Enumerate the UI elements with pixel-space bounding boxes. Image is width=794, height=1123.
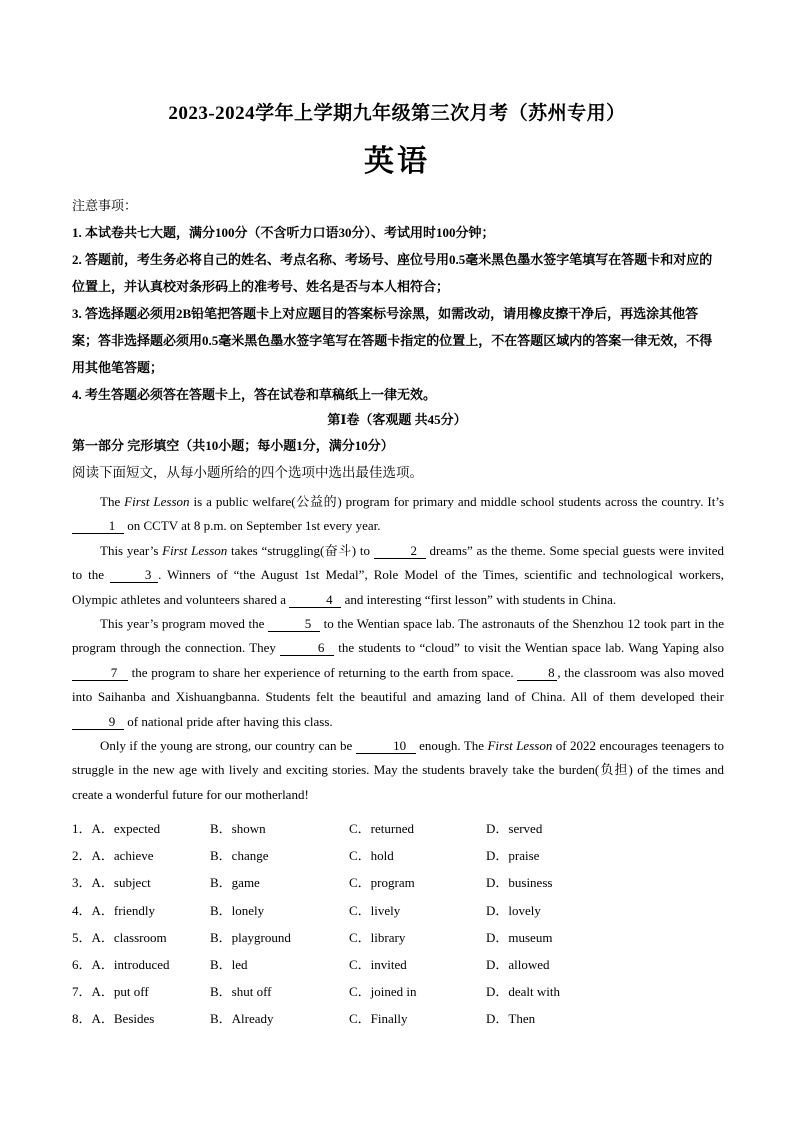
option-d: D．dealt with bbox=[486, 984, 561, 1000]
option-a: 5．A．classroom bbox=[72, 929, 167, 945]
blank-9: 9 bbox=[72, 715, 124, 730]
option-a: 6．A．introduced bbox=[72, 956, 170, 972]
question-row bbox=[72, 1004, 732, 1031]
option-a: 3．A．subject bbox=[72, 875, 151, 891]
cloze-passage bbox=[72, 490, 724, 807]
option-b: B．shown bbox=[210, 821, 266, 836]
section-title: 第Ⅰ卷（客观题 共45分） bbox=[327, 412, 467, 427]
blank-2: 2 bbox=[374, 544, 426, 559]
option-b: B．lonely bbox=[210, 902, 265, 918]
option-b: B．change bbox=[210, 848, 269, 864]
option-d: D．museum bbox=[486, 929, 553, 945]
option-b: B．led bbox=[210, 956, 248, 972]
notice-heading: 注意事项： bbox=[72, 198, 138, 213]
question-row bbox=[72, 841, 732, 868]
option-c: C．returned bbox=[349, 821, 414, 836]
part-title: 第一部分 完形填空（共10小题；每小题1分，满分10分） bbox=[72, 438, 394, 453]
option-a: 1．A．expected bbox=[72, 821, 161, 836]
option-d: D．praise bbox=[486, 848, 540, 864]
option-a: 2．A．achieve bbox=[72, 848, 154, 864]
blank-4: 4 bbox=[289, 593, 341, 608]
blank-1: 1 bbox=[72, 519, 124, 534]
option-a: 7．A．put off bbox=[72, 984, 149, 1000]
blank-7: 7 bbox=[72, 666, 128, 681]
paragraph: The First Lesson is a public welfare(公益的) program for primary and middle school students across the country. It’s 1 on CCTV at 8 p.m. on September 1st every year. bbox=[72, 490, 724, 539]
option-d: D．lovely bbox=[486, 902, 541, 918]
exam-title: 2023-2024学年上学期九年级第三次月考（苏州专用） bbox=[168, 103, 626, 124]
paragraph: Only if the young are strong, our country can be 10 enough. The First Lesson of 2022 encourages teenagers to struggle in the new age with lively and exciting stories. May the students bravely take the burden(负担) of the times and create a wonderful future for our motherland! bbox=[72, 738, 725, 802]
option-c: C．lively bbox=[349, 902, 401, 918]
option-b: B．shut off bbox=[210, 984, 272, 1000]
options-list bbox=[72, 814, 732, 1032]
question-row bbox=[72, 868, 732, 895]
blank-6: 6 bbox=[280, 641, 334, 656]
notice-item: 4. 考生答题必须答在答题卡上，答在试卷和草稿纸上一律无效。 bbox=[72, 387, 437, 402]
paragraph: This year’s program moved the 5 to the Wentian space lab. The astronauts of the Shenzhou 12 took part in the program through the connection. They 6 the students to “cloud” to visit the Wentian space lab. Wang Yaping also 7 the program to share her experience of returning to the earth from space. 8 , the classroom was also moved into Saihanba and Xishuangbanna. Students felt the beautiful and amazing land of China. All of them developed their 9 of national pride after having this class. bbox=[72, 616, 725, 729]
question-row bbox=[72, 977, 732, 1004]
blank-8: 8 bbox=[517, 666, 557, 681]
question-row bbox=[72, 923, 732, 950]
notice-item: 3. 答选择题必须用2B铅笔把答题卡上对应题目的答案标号涂黑，如需改动，请用橡皮擦干净后，再选涂其他答案；答非选择题必须用0.5毫米黑色墨水签字笔写在答题卡指定的位置上，不在答题区域内的答案一律无效，不得用其他笔答题； bbox=[72, 306, 713, 375]
option-c: C．library bbox=[349, 929, 406, 945]
option-d: D．allowed bbox=[486, 956, 550, 972]
paragraph: This year’s First Lesson takes “struggling(奋斗) to 2 dreams” as the theme. Some special guests were invited to the 3 . Winners of “the August 1st Medal”, Role Model of the Times, scientific and technological workers, Olympic athletes and volunteers shared a 4 and interesting “first lesson” with students in China. bbox=[72, 542, 725, 607]
option-d: D．business bbox=[486, 875, 553, 891]
option-d: D．served bbox=[486, 821, 543, 836]
question-row bbox=[72, 950, 732, 977]
option-c: C．program bbox=[349, 875, 415, 891]
blank-10: 10 bbox=[356, 739, 416, 754]
notice-block bbox=[72, 192, 722, 408]
option-c: C．joined in bbox=[349, 984, 417, 1000]
option-c: C．Finally bbox=[349, 1011, 408, 1027]
notice-item: 1. 本试卷共七大题，满分100分（不含听力口语30分）、考试用时100分钟； bbox=[72, 225, 495, 240]
subject-title: 英语 bbox=[364, 145, 430, 178]
option-b: B．game bbox=[210, 875, 260, 891]
option-d: D．Then bbox=[486, 1011, 536, 1027]
option-a: 8．A．Besides bbox=[72, 1011, 155, 1027]
blank-5: 5 bbox=[268, 617, 320, 632]
question-row bbox=[72, 814, 732, 841]
option-c: C．hold bbox=[349, 848, 394, 864]
notice-item: 2. 答题前，考生务必将自己的姓名、考点名称、考场号、座位号用0.5毫米黑色墨水签字笔填写在答题卡和对应的位置上，并认真校对条形码上的准考号、姓名是否与本人相符合； bbox=[72, 252, 713, 294]
option-b: B．Already bbox=[210, 1011, 274, 1027]
instruction: 阅读下面短文，从每小题所给的四个选项中选出最佳选项。 bbox=[72, 465, 423, 480]
option-b: B．playground bbox=[210, 929, 291, 945]
blank-3: 3 bbox=[110, 568, 158, 583]
option-a: 4．A．friendly bbox=[72, 902, 156, 918]
question-row bbox=[72, 896, 732, 923]
option-c: C．invited bbox=[349, 956, 407, 972]
